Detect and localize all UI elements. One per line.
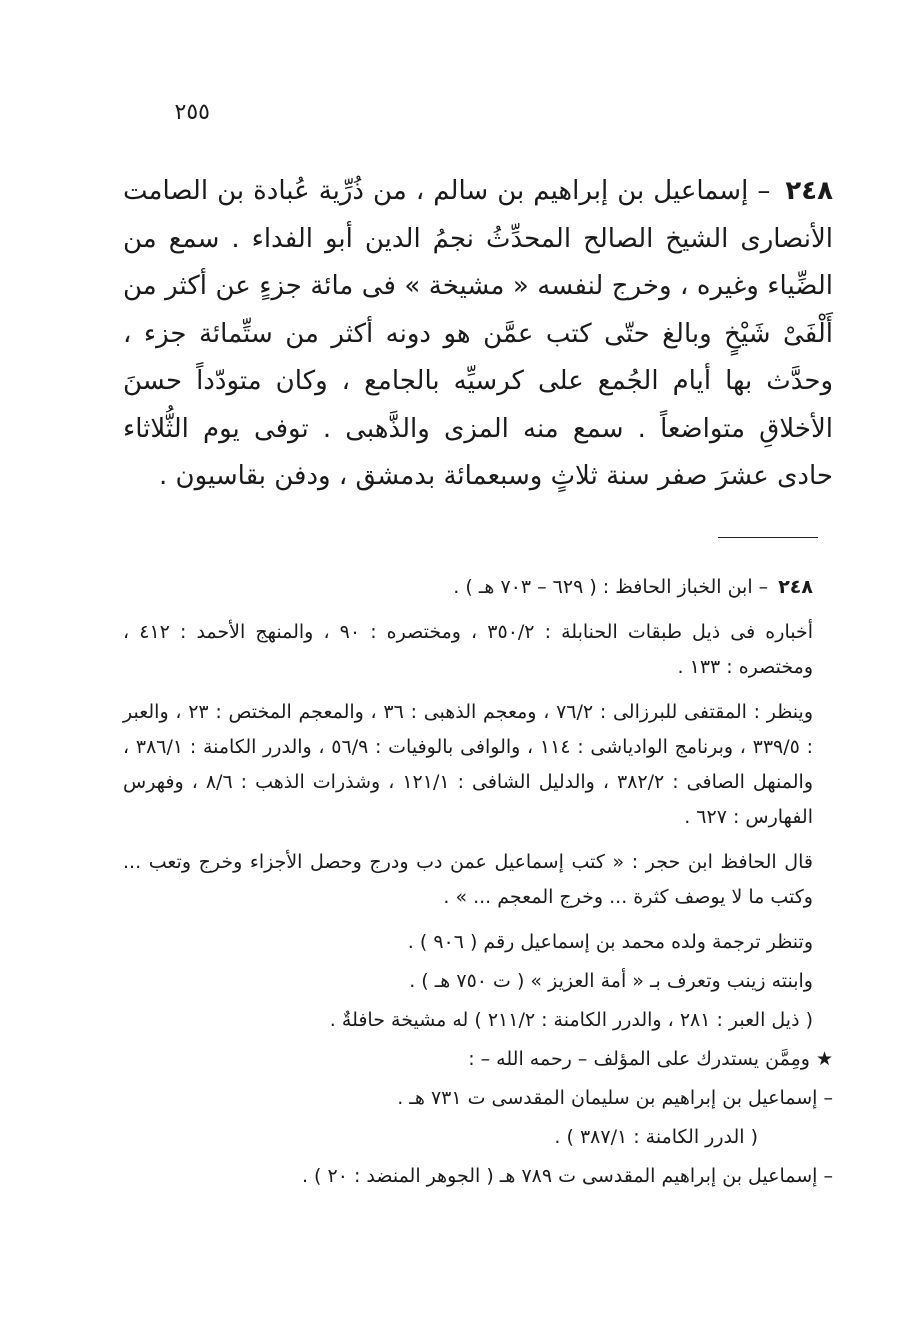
footnote-line-daughter: وابنته زينب وتعرف بـ « أمة العزيز » ( ت ٧٥٠ هـ ) . bbox=[409, 970, 813, 992]
footnote-number: ٢٤٨ bbox=[778, 576, 813, 598]
footnote-line-addendum-1: – إسماعيل بن إبراهيم بن سليمان المقدسى ت ٧٣١ هـ . bbox=[397, 1087, 833, 1109]
footnote-line-addendum-2: – إسماعيل بن إبراهيم المقدسى ت ٧٨٩ هـ ( الجوهر المنضد : ٢٠ ) . bbox=[301, 1165, 833, 1187]
entry-number: ٢٤٨ bbox=[785, 176, 833, 206]
entry-text: – إسماعيل بن إبراهيم بن سالم ، من ذُرِّية عُبادة بن الصامت الأنصارى الشيخ الصالح المحدِّثُ نجمُ الدين أبو الفداء . سمع من الضِّياء وغيره ، وخرج لنفسه « مشيخة » فى مائة جزءٍ عن أكثر من أَلْفَىْ شَيْخٍ وبالغ حتّى كتب عمَّن هو دونه أكثر من ستِّمائة جزء ، وحدَّث بها أيام الجُمع على كرسيِّه بالجامع ، وكان متودّداً حسنَ الأخلاقِ متواضعاً . سمع منه المزى والذَّهبى . توفى يوم الثُّلاثاء حادى عشرَ صفر سنة ثلاثٍ وسبعمائة بدمشق ، ودفن بقاسيون . bbox=[123, 176, 833, 491]
footnote-line-dhayl: ( ذيل العبر : ٢٨١ ، والدرر الكامنة : ٢١١/٢ ) له مشيخة حافلةٌ . bbox=[329, 1009, 813, 1031]
footnote-heading bbox=[123, 570, 833, 605]
footnote-paragraph-quote: قال الحافظ ابن حجر : « كتب إسماعيل عمن دب ودرج وحصل الأجزاء وخرج وتعب ... وكتب ما لا يوصف كثرة ... وخرج المعجم ... » . bbox=[123, 851, 813, 908]
footnote-divider bbox=[718, 537, 818, 538]
footnote-paragraph-sources: أخباره فى ذيل طبقات الحنابلة : ٣٥٠/٢ ، ومختصره : ٩٠ ، والمنهج الأحمد : ٤١٢ ، ومختصره : ١٣٣ . bbox=[123, 621, 813, 678]
footnote-paragraph-references: وينظر : المقتفى للبرزالى : ٧٦/٢ ، ومعجم الذهبى : ٣٦ ، والمعجم المختص : ٢٣ ، والعبر : ٣٣٩/٥ ، وبرنامج الوادياشى : ١١٤ ، والوافى بالوفيات : ٥٦/٩ ، والدرر الكامنة : ٣٨٦/١ ، والمنهل الصافى : ٣٨٢/٢ ، والدليل الشافى : ١٢١/١ ، وشذرات الذهب : ٨/٦ ، وفهرس الفهارس : ٦٢٧ . bbox=[123, 701, 814, 828]
footnote-heading-text: – ابن الخباز الحافظ : ( ٦٢٩ – ٧٠٣ هـ ) . bbox=[453, 576, 769, 598]
biography-entry bbox=[123, 168, 833, 501]
footnote-line-addendum-1-source: ( الدرر الكامنة : ٣٨٧/١ ) . bbox=[554, 1126, 758, 1148]
page-number: ٢٥٥ bbox=[174, 100, 210, 125]
footnote-line-addenda: ★ ومِمَّن يستدرك على المؤلف – رحمه الله – : bbox=[468, 1048, 833, 1070]
footnote-line-son: وتنظر ترجمة ولده محمد بن إسماعيل رقم ( ٩٠٦ ) . bbox=[407, 931, 813, 953]
footnotes bbox=[123, 570, 833, 1198]
